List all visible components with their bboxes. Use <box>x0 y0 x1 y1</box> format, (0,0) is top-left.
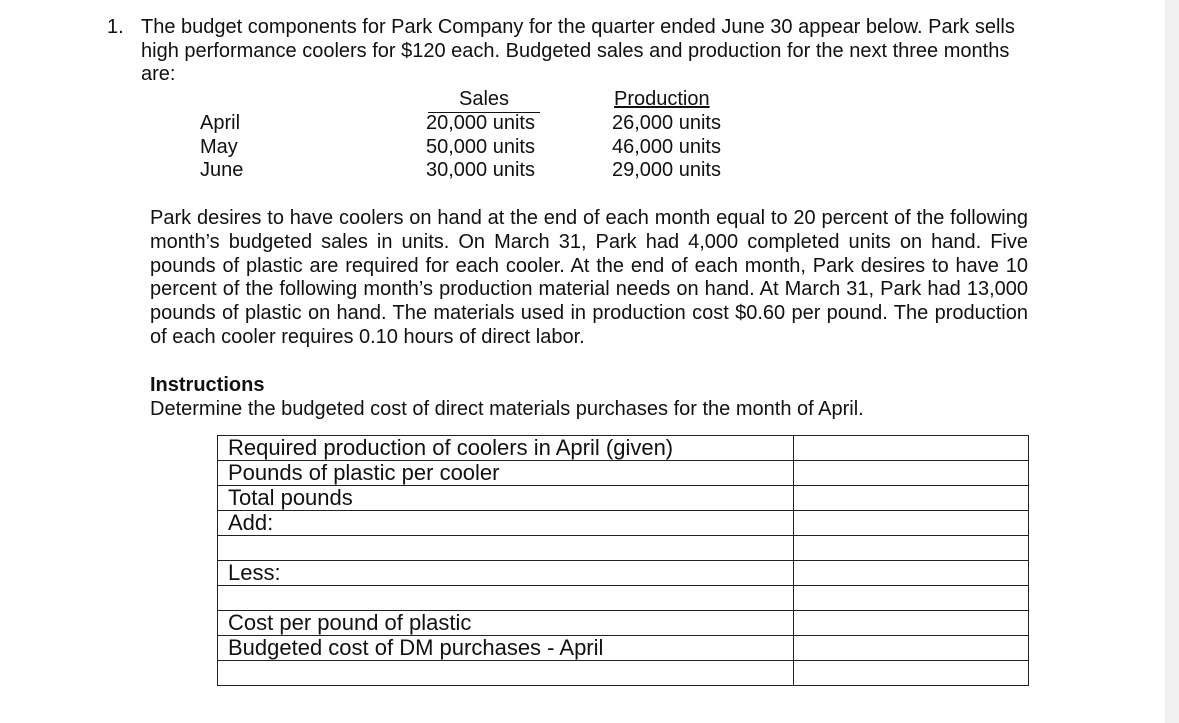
table-row <box>218 661 1029 686</box>
table-row <box>218 436 1029 461</box>
worksheet-table <box>217 435 1029 686</box>
table-row <box>218 561 1029 586</box>
worksheet-label: Required production of coolers in April (given) <box>218 436 794 461</box>
table-row <box>218 461 1029 486</box>
table-row <box>218 636 1029 661</box>
instructions-text: Determine the budgeted cost of direct materials purchases for the month of April. <box>150 398 864 420</box>
worksheet-value-cell[interactable] <box>793 561 1028 586</box>
question-intro: The budget components for Park Company for the quarter ended June 30 appear below. Park sells high performance coolers for $120 each. Budgeted sales and production for the next three months are: <box>141 16 1015 85</box>
table-row <box>218 586 1029 611</box>
problem-paragraph: Park desires to have coolers on hand at the end of each month equal to 20 percent of the following month’s budgeted sales in units. On March 31, Park had 4,000 completed units on hand. Five pounds of plastic are required for each cooler. At the end of each month, Park desires to have 10 percent of the following month’s production material needs on hand. At March 31, Park had 13,000 pounds of plastic on hand. The materials used in production cost $0.60 per pound. The production of each cooler requires 0.10 hours of direct labor. <box>150 207 1028 348</box>
worksheet-label: Cost per pound of plastic <box>218 611 794 636</box>
row-sales: 20,000 units <box>426 112 535 134</box>
row-month: April <box>200 112 241 134</box>
worksheet-label[interactable] <box>218 586 794 611</box>
worksheet-value-cell[interactable] <box>793 536 1028 561</box>
table-row <box>218 511 1029 536</box>
production-column-header: Production <box>614 88 710 110</box>
worksheet-label[interactable] <box>218 536 794 561</box>
worksheet-label: Add: <box>218 511 794 536</box>
row-sales: 30,000 units <box>426 159 535 181</box>
worksheet-label: Pounds of plastic per cooler <box>218 461 794 486</box>
worksheet-value-cell[interactable] <box>793 611 1028 636</box>
table-row <box>218 611 1029 636</box>
worksheet-value-cell[interactable] <box>793 661 1028 686</box>
row-sales: 50,000 units <box>426 136 535 158</box>
table-row <box>218 536 1029 561</box>
table-row <box>218 486 1029 511</box>
row-month: June <box>200 159 244 181</box>
worksheet-label: Less: <box>218 561 794 586</box>
worksheet-value-cell[interactable] <box>793 436 1028 461</box>
worksheet-label: Budgeted cost of DM purchases - April <box>218 636 794 661</box>
worksheet-label: Total pounds <box>218 486 794 511</box>
worksheet-value-cell[interactable] <box>793 486 1028 511</box>
row-production: 26,000 units <box>612 112 721 134</box>
worksheet-label[interactable] <box>218 661 794 686</box>
worksheet-value-cell[interactable] <box>793 461 1028 486</box>
row-production: 46,000 units <box>612 136 721 158</box>
instructions-title: Instructions <box>150 374 265 396</box>
worksheet-value-cell[interactable] <box>793 636 1028 661</box>
worksheet-value-cell[interactable] <box>793 511 1028 536</box>
row-production: 29,000 units <box>612 159 721 181</box>
sales-column-header: Sales <box>428 88 540 113</box>
question-number: 1. <box>107 16 124 38</box>
worksheet-value-cell[interactable] <box>793 586 1028 611</box>
row-month: May <box>200 136 238 158</box>
